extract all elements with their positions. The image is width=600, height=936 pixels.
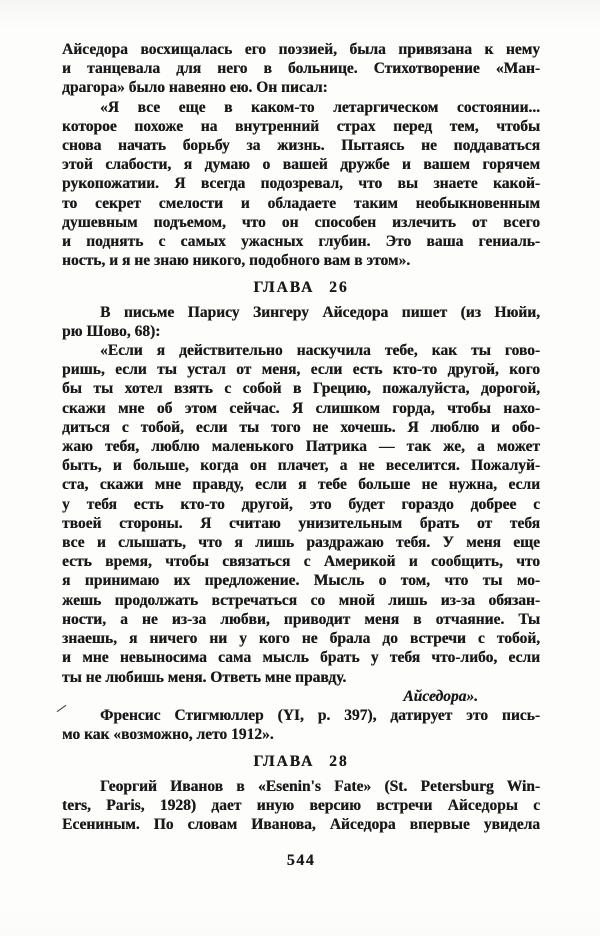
text-line: мо как «возможно, лето 1912». [62,726,274,744]
text-line: быть, и больше, когда он плачет, а не веселится. Пожалуй- [62,457,540,475]
text-line: жешь продолжать встречаться со мной лишь из-за обязан- [62,591,540,609]
text-line: рукопожатии. Я всегда подозревал, что вы знаете какой- [62,175,540,193]
text-line: Айседора восхищалась его поэзией, была привязана к нему [62,41,540,58]
text-column [62,40,540,870]
chapter-heading-28: ГЛАВА 28 [253,753,349,771]
text-line: и танцевала для него в больнице. Стихотворение «Ман- [62,60,540,78]
text-line: ность, и я не знаю никого, подобного вам в этом». [62,252,411,270]
text-line: В письме Парису Зингеру Айседора пишет (из Нюйи, [100,303,540,321]
text-line: которое похоже на внутренний страх перед тем, чтобы [62,117,540,135]
text-line: ришь, если ты устал от меня, если есть кто-то другой, кого [62,361,540,379]
signature-line: Айседора». [403,687,478,705]
text-line: у тебя есть кто-то другой, это будет гораздо добрее с [62,495,540,513]
text-line: скажи мне об этом сейчас. Я слишком горда, чтобы нахо- [62,399,540,417]
text-line: «Если я действительно наскучила тебе, как ты гово- [100,342,540,360]
text-line: и поднять с самых ужасных глубин. Это ваша гениаль- [62,233,540,251]
page-number: 544 [286,852,316,870]
text-line: ты не любишь меня. Ответь мне правду. [62,668,347,686]
text-line: знаешь, я ничего ни у кого не брала до встречи с тобой, [62,630,540,648]
text-line: Георгий Иванов в «Esenin's Fate» (St. Petersburg Win- [100,777,540,795]
paragraph [62,341,540,687]
text-line: драгора» было навеяно ею. Он писал: [62,79,328,97]
text-line: душевным подъемом, что он способен излечить от всего [62,213,540,231]
paragraph [62,777,540,835]
text-line: бы ты хотел взять с собой в Грецию, пожалуйста, дорогой, [62,380,540,398]
text-line: снова начать борьбу за жизнь. Пытаясь не поддаваться [62,137,540,155]
text-line: жаю тебя, люблю маленького Патрика — так же, а может [62,438,540,456]
text-line: рю Шово, 68): [62,322,161,340]
paragraph [62,303,540,341]
text-line: есть время, чтобы связаться с Америкой и сообщить, что [62,553,540,571]
paragraph [62,40,540,98]
text-line: то секрет смелости и обладаете таким необыкновенным [62,194,540,212]
text-line: ста, скажи мне правду, если я тебе больше не нужна, если [62,476,540,494]
text-line: ters, Paris, 1928) дает иную версию встречи Айседоры с [62,796,540,814]
text-line: все и слышать, что я лишь раздражаю тебя. У меня еще [62,534,540,552]
text-line: Есениным. По словам Иванова, Айседора впервые увидела [62,815,540,833]
text-line: ности, а не из-за любви, приводит меня в отчаяние. Ты [62,610,540,628]
text-line: и мне невыносима сама мысль брать у тебя что-либо, если [62,649,540,667]
text-line: Френсис Стигмюллер (YI, p. 397), датирует это пись- [100,706,540,724]
text-line: я принимаю их предложение. Мысль о том, что ты мо- [62,572,540,590]
text-line: «Я все еще в каком-то летаргическом состоянии... [100,98,540,116]
paragraph [62,98,540,271]
paragraph [62,706,540,744]
text-line: этой слабости, я думаю о вашей дружбе и вашем горячем [62,156,540,174]
chapter-heading-26: ГЛАВА 26 [253,279,349,297]
text-line: твоей стороны. Я считаю унизительным брать от тебя [62,514,540,532]
text-line: диться с тобой, если ты того не хочешь. Я люблю и обо- [62,418,540,436]
